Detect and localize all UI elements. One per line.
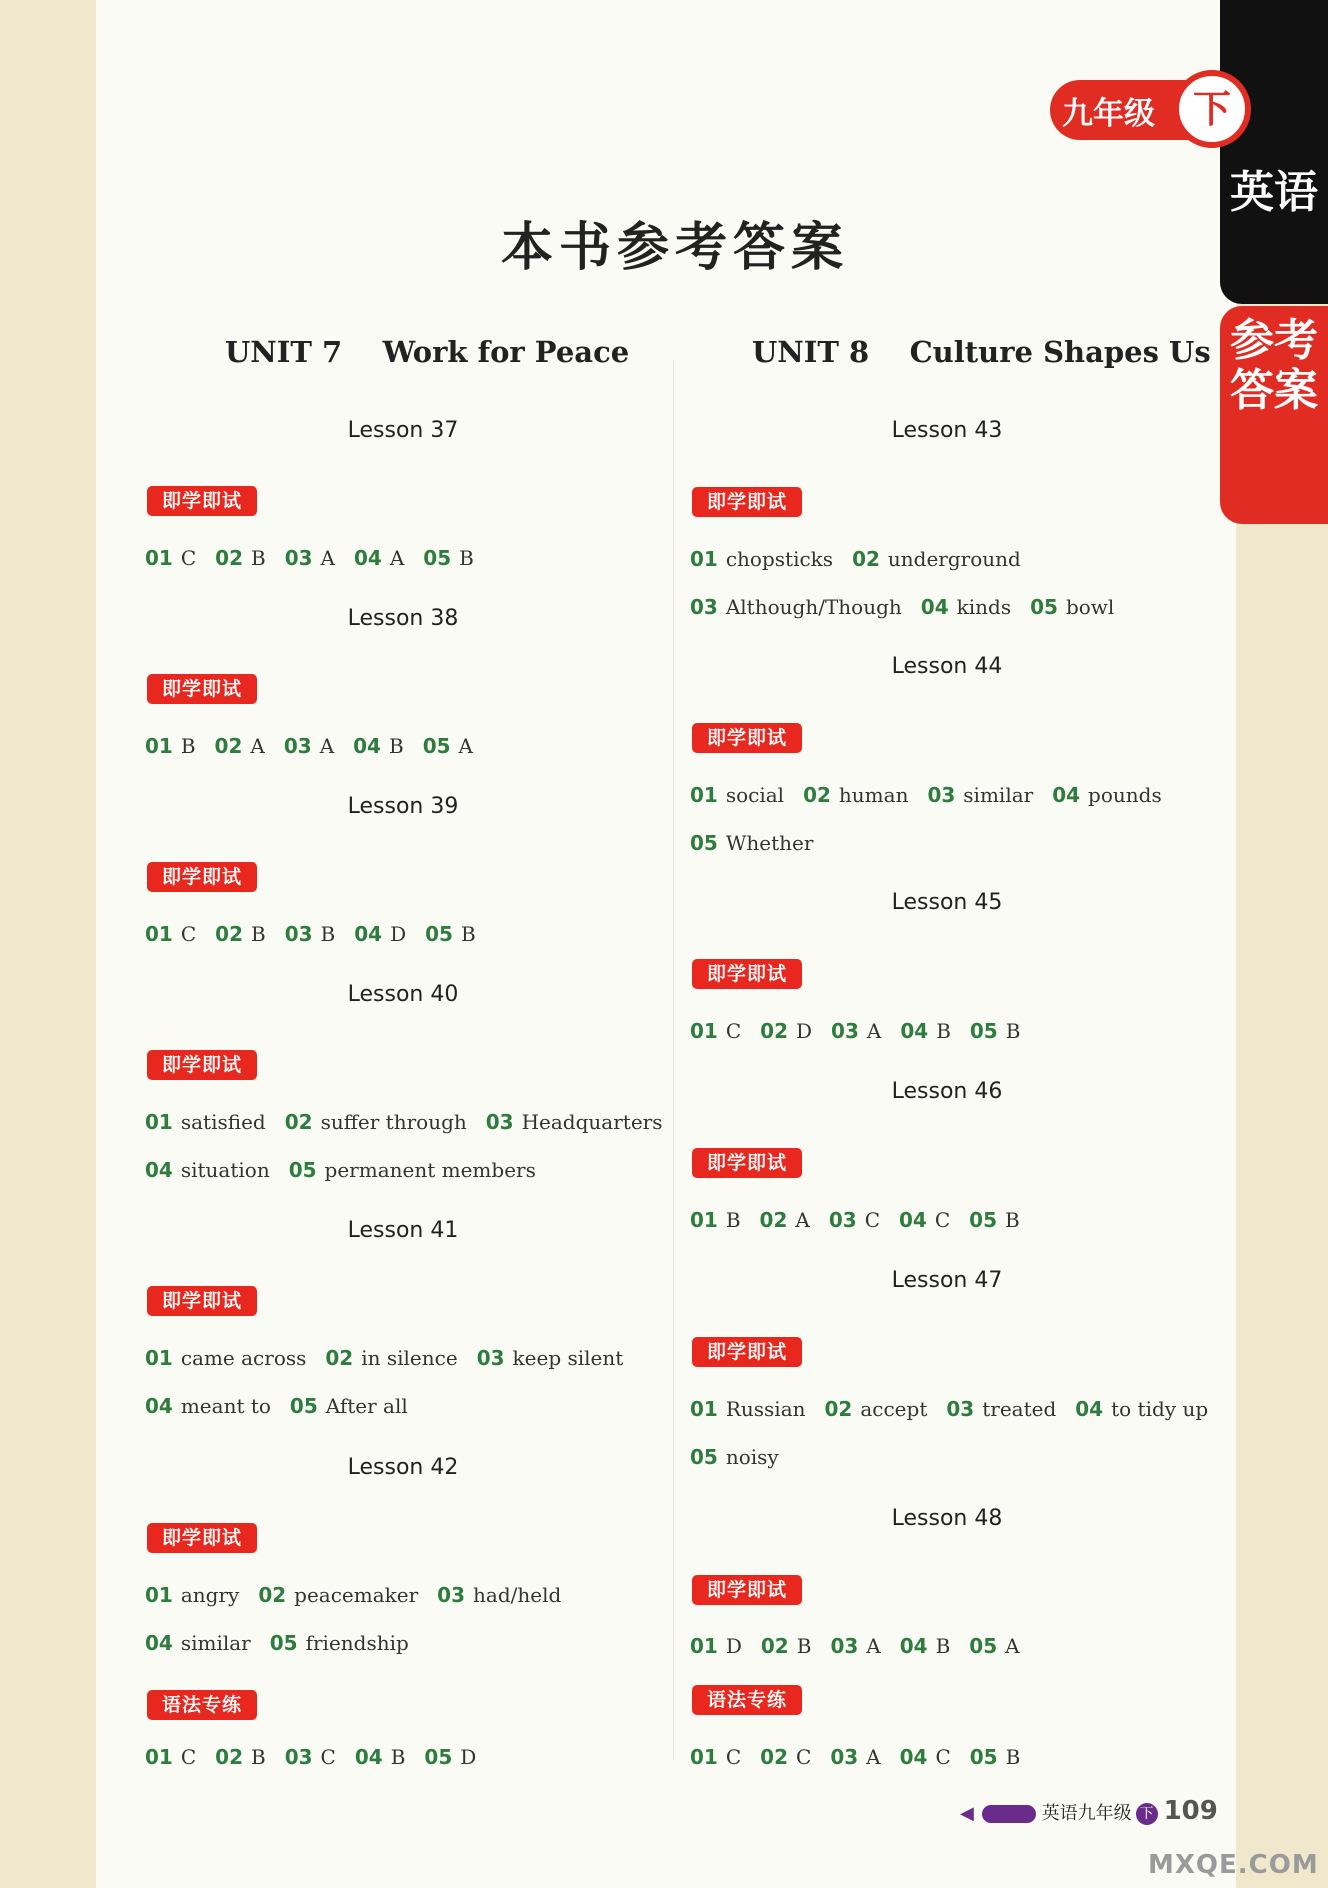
answer-row <box>145 546 493 570</box>
answer-number: 04 <box>354 922 383 946</box>
answer-text: permanent members <box>324 1158 536 1182</box>
practice-tag: 即学即试 <box>692 487 802 517</box>
practice-tag: 即学即试 <box>147 1286 257 1316</box>
answer-number: 03 <box>830 1634 859 1658</box>
section-tab <box>1220 306 1328 524</box>
practice-tag: 即学即试 <box>147 1050 257 1080</box>
answer-text: B <box>796 1634 812 1658</box>
section-label: 参考答案 <box>1230 315 1318 416</box>
answer-text: B <box>320 922 336 946</box>
answer-text: B <box>390 1745 406 1769</box>
answer-text: B <box>459 546 474 570</box>
answer-number: 03 <box>476 1346 505 1370</box>
answer-number: 02 <box>284 1110 313 1134</box>
answer-number: 01 <box>690 1208 718 1232</box>
answer-number: 05 <box>289 1394 318 1418</box>
lesson-title: Lesson 41 <box>347 1218 459 1243</box>
answer-text: B <box>460 922 476 946</box>
answer-text: peacemaker <box>294 1583 419 1607</box>
answer-text: underground <box>887 547 1021 571</box>
practice-tag: 即学即试 <box>692 959 802 989</box>
answer-number: 02 <box>325 1346 354 1370</box>
answer-number: 02 <box>760 1634 789 1658</box>
answer-number: 03 <box>284 1745 313 1769</box>
answer-row <box>145 922 495 946</box>
answer-number: 05 <box>423 546 452 570</box>
answer-number: 05 <box>288 1158 317 1182</box>
answer-number: 02 <box>214 734 243 758</box>
answer-number: 05 <box>969 1634 998 1658</box>
answer-text: situation <box>180 1158 270 1182</box>
subject-tab <box>1220 0 1328 304</box>
answer-number: 03 <box>284 546 313 570</box>
footer-book-title: 英语九年级 <box>1041 1803 1132 1824</box>
answer-text: A <box>866 1634 881 1658</box>
answer-text: Although/Though <box>725 595 902 619</box>
answer-text: B <box>1005 1745 1021 1769</box>
answer-number: 01 <box>690 1019 718 1043</box>
answer-number: 04 <box>899 1745 928 1769</box>
lesson-title: Lesson 48 <box>891 1506 1003 1531</box>
answer-number: 03 <box>946 1397 975 1421</box>
answer-text: came across <box>180 1346 307 1370</box>
answer-text: C <box>320 1745 336 1769</box>
answer-text: keep silent <box>512 1346 624 1370</box>
answer-text: B <box>251 1745 266 1769</box>
lesson-title: Lesson 46 <box>891 1079 1003 1104</box>
answer-text: angry <box>180 1583 240 1607</box>
answer-number: 03 <box>437 1583 466 1607</box>
answer-text: After all <box>325 1394 408 1418</box>
answer-number: 05 <box>269 1631 298 1655</box>
answer-text: D <box>390 922 407 946</box>
answer-text: in silence <box>361 1346 458 1370</box>
answer-number: 02 <box>215 922 243 946</box>
answer-text: D <box>460 1745 477 1769</box>
answer-number: 02 <box>760 1019 788 1043</box>
answer-text: A <box>458 734 473 758</box>
answer-text: satisfied <box>180 1110 266 1134</box>
answer-number: 04 <box>353 734 381 758</box>
answer-text: A <box>866 1019 882 1043</box>
answer-text: bowl <box>1065 595 1115 619</box>
answer-number: 05 <box>969 1019 998 1043</box>
practice-tag: 即学即试 <box>147 1523 257 1553</box>
answer-row <box>690 831 832 855</box>
answer-number: 01 <box>690 547 718 571</box>
answer-text: A <box>250 734 265 758</box>
lesson-title: Lesson 45 <box>891 890 1003 915</box>
practice-tag: 即学即试 <box>147 486 257 516</box>
footer-volume-badge: 下 <box>1136 1803 1158 1825</box>
answer-text: social <box>725 783 785 807</box>
page-number: 109 <box>1163 1796 1218 1826</box>
answer-number: 04 <box>354 1745 383 1769</box>
answer-number: 02 <box>803 783 831 807</box>
answer-text: kinds <box>956 595 1012 619</box>
grammar-tag: 语法专练 <box>692 1685 802 1715</box>
column-divider <box>673 360 674 1760</box>
practice-tag: 即学即试 <box>692 1148 802 1178</box>
answer-text: similar <box>180 1631 251 1655</box>
answer-text: D <box>725 1634 742 1658</box>
answer-number: 05 <box>690 1445 718 1469</box>
answer-text: A <box>319 734 335 758</box>
answer-number: 05 <box>969 1208 997 1232</box>
answer-text: A <box>866 1745 881 1769</box>
answer-number: 04 <box>899 1634 928 1658</box>
answer-number: 04 <box>900 1019 929 1043</box>
answer-text: chopsticks <box>725 547 834 571</box>
answer-number: 01 <box>145 1346 173 1370</box>
answer-text: Whether <box>725 831 814 855</box>
answer-text: human <box>838 783 909 807</box>
answer-text: B <box>1005 1019 1021 1043</box>
answer-text: meant to <box>180 1394 271 1418</box>
answer-text: pounds <box>1088 783 1162 807</box>
answer-text: A <box>1005 1634 1020 1658</box>
answer-row <box>145 1158 555 1182</box>
brand-badge <box>982 1805 1036 1823</box>
answer-text: B <box>251 546 266 570</box>
answer-text: C <box>180 922 197 946</box>
answer-number: 01 <box>145 1110 173 1134</box>
answer-text: A <box>795 1208 810 1232</box>
page-title: 本书参考答案 <box>500 217 849 278</box>
answer-text: C <box>180 546 197 570</box>
answer-number: 03 <box>284 922 313 946</box>
answer-row <box>145 1110 681 1134</box>
answer-text: to tidy up <box>1111 1397 1209 1421</box>
practice-tag: 即学即试 <box>147 674 257 704</box>
answer-number: 01 <box>690 783 718 807</box>
answer-text: C <box>864 1208 880 1232</box>
subject-label: 英语 <box>1230 167 1318 218</box>
grammar-tag: 语法专练 <box>147 1690 257 1720</box>
answer-text: B <box>388 734 404 758</box>
answer-number: 04 <box>354 546 382 570</box>
answer-row <box>145 1583 580 1607</box>
answer-number: 03 <box>690 595 718 619</box>
answer-number: 04 <box>145 1631 173 1655</box>
practice-tag: 即学即试 <box>692 1337 802 1367</box>
lesson-title: Lesson 40 <box>347 982 459 1007</box>
answer-row <box>145 1394 427 1418</box>
answer-row <box>690 783 1181 807</box>
answer-text: B <box>251 922 266 946</box>
answer-number: 02 <box>852 547 880 571</box>
lesson-title: Lesson 47 <box>891 1268 1003 1293</box>
answer-row <box>145 1346 642 1370</box>
answer-number: 03 <box>927 783 956 807</box>
answer-text: B <box>180 734 196 758</box>
answer-row <box>690 1019 1039 1043</box>
answer-text: similar <box>963 783 1034 807</box>
answer-text: C <box>725 1019 742 1043</box>
answer-number: 03 <box>830 1745 859 1769</box>
answer-number: 04 <box>1075 1397 1104 1421</box>
grade-volume-badge: 下 <box>1173 70 1251 148</box>
page-footer <box>960 1796 1218 1826</box>
arrow-left-icon: ◀ <box>960 1803 974 1824</box>
answer-number: 01 <box>145 1745 173 1769</box>
answer-number: 05 <box>422 734 451 758</box>
practice-tag: 即学即试 <box>692 1575 802 1605</box>
answer-number: 04 <box>145 1158 173 1182</box>
answer-text: B <box>1005 1208 1020 1232</box>
answer-number: 01 <box>145 734 173 758</box>
answer-number: 02 <box>215 546 243 570</box>
lesson-title: Lesson 42 <box>347 1455 459 1480</box>
answer-text: A <box>320 546 335 570</box>
answer-number: 05 <box>1030 595 1058 619</box>
answer-row <box>145 1631 428 1655</box>
answer-row <box>690 1745 1039 1769</box>
answer-row <box>145 1745 495 1769</box>
answer-number: 01 <box>145 1583 173 1607</box>
answer-number: 05 <box>690 831 718 855</box>
answer-text: had/held <box>473 1583 562 1607</box>
answer-row <box>690 1445 798 1469</box>
answer-text: suffer through <box>320 1110 467 1134</box>
answer-number: 02 <box>824 1397 853 1421</box>
answer-text: C <box>180 1745 197 1769</box>
answer-number: 04 <box>899 1208 927 1232</box>
answer-number: 02 <box>760 1745 788 1769</box>
practice-tag: 即学即试 <box>692 723 802 753</box>
answer-number: 04 <box>145 1394 173 1418</box>
answer-row <box>690 547 1040 571</box>
answer-text: accept <box>860 1397 928 1421</box>
answer-text: B <box>725 1208 741 1232</box>
answer-text: Russian <box>725 1397 806 1421</box>
grade-label: 九年级 <box>1062 96 1155 132</box>
answer-text: D <box>796 1019 813 1043</box>
answer-number: 04 <box>1052 783 1081 807</box>
answer-row <box>145 734 492 758</box>
answer-text: Headquarters <box>521 1110 663 1134</box>
answer-text: B <box>935 1634 951 1658</box>
answer-number: 01 <box>145 922 173 946</box>
answer-row <box>690 1634 1039 1658</box>
lesson-title: Lesson 37 <box>347 418 459 443</box>
lesson-title: Lesson 43 <box>891 418 1003 443</box>
unit-heading: UNIT 7 Work for Peace <box>225 335 630 369</box>
answer-text: C <box>934 1208 951 1232</box>
answer-number: 05 <box>425 922 453 946</box>
answer-number: 01 <box>690 1397 718 1421</box>
answer-row <box>690 1397 1227 1421</box>
answer-number: 02 <box>258 1583 287 1607</box>
answer-number: 01 <box>145 546 173 570</box>
lesson-title: Lesson 38 <box>347 606 459 631</box>
answer-row <box>690 1208 1039 1232</box>
watermark: MXQE.COM <box>1148 1850 1319 1880</box>
answer-number: 03 <box>831 1019 859 1043</box>
answer-number: 02 <box>759 1208 788 1232</box>
answer-text: C <box>796 1745 812 1769</box>
lesson-title: Lesson 44 <box>891 654 1003 679</box>
answer-text: B <box>936 1019 951 1043</box>
answer-number: 01 <box>690 1634 718 1658</box>
answer-text: noisy <box>725 1445 779 1469</box>
answer-number: 05 <box>969 1745 998 1769</box>
answer-text: A <box>389 546 405 570</box>
lesson-title: Lesson 39 <box>347 794 459 819</box>
answer-number: 03 <box>485 1110 514 1134</box>
answer-text: C <box>725 1745 742 1769</box>
answer-number: 05 <box>424 1745 453 1769</box>
answer-number: 02 <box>215 1745 243 1769</box>
answer-text: treated <box>982 1397 1057 1421</box>
answer-number: 04 <box>920 595 949 619</box>
answer-number: 01 <box>690 1745 718 1769</box>
answer-number: 03 <box>828 1208 857 1232</box>
answer-text: friendship <box>305 1631 409 1655</box>
answer-number: 03 <box>283 734 312 758</box>
answer-text: C <box>935 1745 951 1769</box>
unit-heading: UNIT 8 Culture Shapes Us <box>752 335 1211 369</box>
answer-row <box>690 595 1133 619</box>
practice-tag: 即学即试 <box>147 862 257 892</box>
